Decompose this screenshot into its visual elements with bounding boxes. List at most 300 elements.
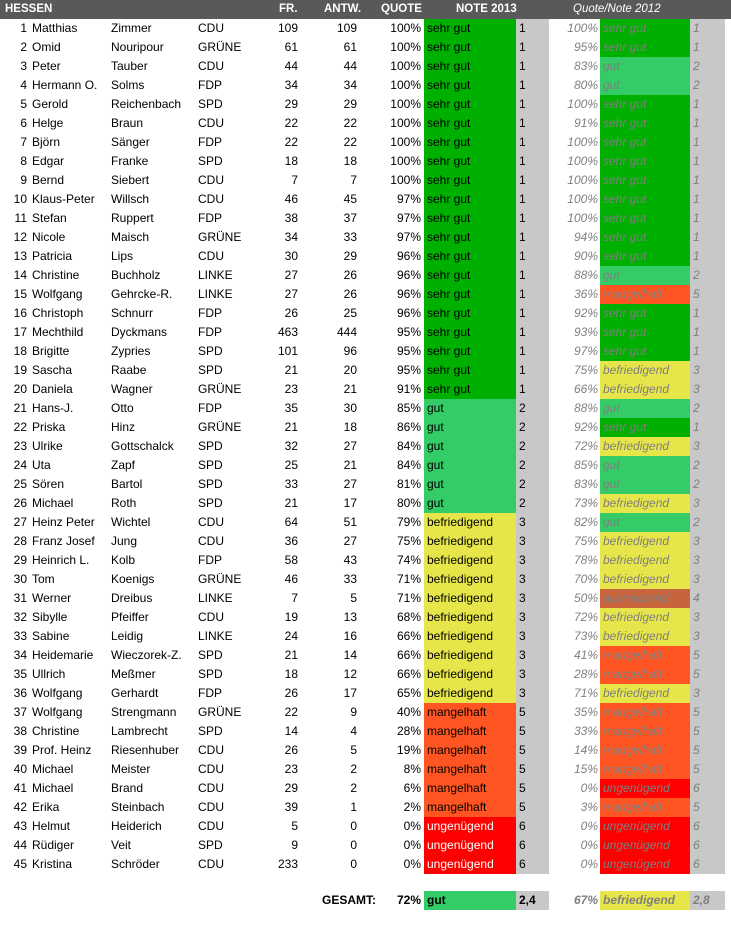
grade-2012: befriedigend xyxy=(600,361,690,380)
quote-2012: 75% xyxy=(573,534,598,548)
questions-count: 32 xyxy=(284,439,298,453)
quote-2012: 0% xyxy=(580,781,598,795)
note-2013: 1 xyxy=(516,171,549,190)
grade-2013: sehr gut xyxy=(424,247,516,266)
answers-count: 26 xyxy=(343,287,357,301)
answers-count: 1 xyxy=(350,800,357,814)
grade-2013: sehr gut xyxy=(424,342,516,361)
grade-2012: befriedigend xyxy=(600,437,690,456)
note-2013: 1 xyxy=(516,190,549,209)
answers-count: 44 xyxy=(343,59,357,73)
questions-count: 30 xyxy=(284,249,298,263)
grade-2012: gut xyxy=(600,513,690,532)
party: LINKE xyxy=(198,268,233,282)
answer-quote: 74% xyxy=(396,553,421,567)
party: FDP xyxy=(198,135,222,149)
table-row xyxy=(0,589,731,608)
grade-2013: ungenügend xyxy=(424,855,516,874)
table-row xyxy=(0,76,731,95)
answers-count: 17 xyxy=(343,496,357,510)
answer-quote: 97% xyxy=(396,230,421,244)
grade-2012: sehr gut xyxy=(600,114,690,133)
row-number: 39 xyxy=(13,743,27,757)
first-name: Mechthild xyxy=(32,325,84,339)
answers-count: 0 xyxy=(350,857,357,871)
first-name: Kristina xyxy=(32,857,73,871)
questions-count: 61 xyxy=(284,40,298,54)
total-quote-2012: 67% xyxy=(573,893,598,907)
last-name: Lambrecht xyxy=(111,724,168,738)
quote-2012: 83% xyxy=(573,59,598,73)
first-name: Sibylle xyxy=(32,610,68,624)
note-2013: 1 xyxy=(516,361,549,380)
note-2013: 1 xyxy=(516,266,549,285)
party: CDU xyxy=(198,21,224,35)
table-row xyxy=(0,627,731,646)
quote-2012: 71% xyxy=(573,686,598,700)
quote-2012: 66% xyxy=(573,382,598,396)
answers-count: 27 xyxy=(343,439,357,453)
party: CDU xyxy=(198,762,224,776)
note-2013: 2 xyxy=(516,399,549,418)
party: CDU xyxy=(198,534,224,548)
questions-count: 463 xyxy=(277,325,298,339)
grade-2013: befriedigend xyxy=(424,608,516,627)
note-2013: 2 xyxy=(516,494,549,513)
last-name: Heiderich xyxy=(111,819,162,833)
party: SPD xyxy=(198,648,223,662)
last-name: Pfeiffer xyxy=(111,610,149,624)
note-2013: 3 xyxy=(516,646,549,665)
note-2012: 1 xyxy=(690,342,725,361)
note-2012: 5 xyxy=(690,665,725,684)
note-2012: 1 xyxy=(690,114,725,133)
last-name: Reichenbach xyxy=(111,97,182,111)
answer-quote: 100% xyxy=(390,40,421,54)
row-number: 38 xyxy=(13,724,27,738)
note-2012: 1 xyxy=(690,171,725,190)
grade-2012: befriedigend xyxy=(600,627,690,646)
last-name: Franke xyxy=(111,154,149,168)
answers-count: 29 xyxy=(343,97,357,111)
quote-2012: 97% xyxy=(573,344,598,358)
first-name: Stefan xyxy=(32,211,67,225)
note-2012: 3 xyxy=(690,551,725,570)
grade-2013: sehr gut xyxy=(424,133,516,152)
questions-count: 36 xyxy=(284,534,298,548)
grade-2012: sehr gut xyxy=(600,304,690,323)
row-number: 14 xyxy=(13,268,27,282)
answer-quote: 66% xyxy=(396,629,421,643)
grade-2013: sehr gut xyxy=(424,285,516,304)
answers-count: 61 xyxy=(343,40,357,54)
note-2013: 1 xyxy=(516,323,549,342)
grade-2012: sehr gut xyxy=(600,247,690,266)
row-number: 20 xyxy=(13,382,27,396)
last-name: Zimmer xyxy=(111,21,152,35)
party: CDU xyxy=(198,116,224,130)
grade-2012: sehr gut xyxy=(600,95,690,114)
row-number: 29 xyxy=(13,553,27,567)
row-number: 32 xyxy=(13,610,27,624)
note-2013: 1 xyxy=(516,19,549,38)
row-number: 1 xyxy=(20,21,27,35)
note-2012: 5 xyxy=(690,285,725,304)
quote-2012: 100% xyxy=(567,211,598,225)
last-name: Zapf xyxy=(111,458,136,472)
answers-count: 20 xyxy=(343,363,357,377)
table-row xyxy=(0,855,731,874)
first-name: Omid xyxy=(32,40,61,54)
row-number: 19 xyxy=(13,363,27,377)
party: CDU xyxy=(198,192,224,206)
last-name: Otto xyxy=(111,401,134,415)
first-name: Heinz Peter xyxy=(32,515,95,529)
questions-count: 21 xyxy=(284,363,298,377)
last-name: Wichtel xyxy=(111,515,151,529)
note-2013: 3 xyxy=(516,684,549,703)
answer-quote: 71% xyxy=(396,591,421,605)
grade-2013: sehr gut xyxy=(424,323,516,342)
grade-2012: sehr gut xyxy=(600,38,690,57)
table-row xyxy=(0,266,731,285)
answer-quote: 66% xyxy=(396,667,421,681)
questions-count: 29 xyxy=(284,97,298,111)
quote-2012: 93% xyxy=(573,325,598,339)
answers-count: 9 xyxy=(350,705,357,719)
answers-count: 4 xyxy=(350,724,357,738)
grade-2013: gut xyxy=(424,494,516,513)
note-2012: 2 xyxy=(690,399,725,418)
answers-count: 14 xyxy=(343,648,357,662)
first-name: Wolfgang xyxy=(32,686,83,700)
grade-2012: sehr gut xyxy=(600,228,690,247)
answers-count: 16 xyxy=(343,629,357,643)
note-2013: 1 xyxy=(516,114,549,133)
table-row xyxy=(0,342,731,361)
note-2013: 1 xyxy=(516,380,549,399)
first-name: Erika xyxy=(32,800,60,814)
answer-quote: 8% xyxy=(403,762,421,776)
grade-2013: gut xyxy=(424,399,516,418)
grade-2013: mangelhaft xyxy=(424,741,516,760)
grade-2013: sehr gut xyxy=(424,190,516,209)
quote-2012: 92% xyxy=(573,306,598,320)
party: CDU xyxy=(198,249,224,263)
answer-quote: 86% xyxy=(396,420,421,434)
header-quote-note-2012: Quote/Note 2012 xyxy=(573,3,661,15)
table-row xyxy=(0,779,731,798)
table-row xyxy=(0,570,731,589)
grade-2012: befriedigend xyxy=(600,570,690,589)
note-2012: 3 xyxy=(690,608,725,627)
answer-quote: 80% xyxy=(396,496,421,510)
answer-quote: 79% xyxy=(396,515,421,529)
party: LINKE xyxy=(198,629,233,643)
answers-count: 51 xyxy=(343,515,357,529)
answer-quote: 68% xyxy=(396,610,421,624)
first-name: Christine xyxy=(32,268,80,282)
grade-2012: mangelhaft xyxy=(600,741,690,760)
grade-2012: sehr gut xyxy=(600,418,690,437)
row-number: 18 xyxy=(13,344,27,358)
answers-count: 33 xyxy=(343,572,357,586)
party: FDP xyxy=(198,686,222,700)
table-row xyxy=(0,57,731,76)
answers-count: 109 xyxy=(336,21,357,35)
note-2012: 1 xyxy=(690,418,725,437)
questions-count: 64 xyxy=(284,515,298,529)
grade-2012: sehr gut xyxy=(600,323,690,342)
last-name: Hinz xyxy=(111,420,136,434)
grade-2013: mangelhaft xyxy=(424,760,516,779)
table-row xyxy=(0,836,731,855)
row-number: 27 xyxy=(13,515,27,529)
grade-2012: sehr gut xyxy=(600,133,690,152)
questions-count: 34 xyxy=(284,230,298,244)
table-row xyxy=(0,285,731,304)
last-name: Leidig xyxy=(111,629,144,643)
grade-2013: gut xyxy=(424,418,516,437)
last-name: Wagner xyxy=(111,382,153,396)
quote-2012: 90% xyxy=(573,249,598,263)
note-2013: 1 xyxy=(516,38,549,57)
grade-2012: mangelhaft xyxy=(600,798,690,817)
note-2012: 1 xyxy=(690,95,725,114)
note-2012: 1 xyxy=(690,304,725,323)
grade-2013: befriedigend xyxy=(424,665,516,684)
quote-2012: 100% xyxy=(567,173,598,187)
first-name: Patricia xyxy=(32,249,73,263)
row-number: 24 xyxy=(13,458,27,472)
note-2013: 5 xyxy=(516,722,549,741)
answer-quote: 96% xyxy=(396,268,421,282)
first-name: Helmut xyxy=(32,819,71,833)
note-2013: 3 xyxy=(516,608,549,627)
grade-2012: ungenügend xyxy=(600,779,690,798)
quote-2012: 78% xyxy=(573,553,598,567)
table-row xyxy=(0,38,731,57)
quote-2012: 3% xyxy=(580,800,598,814)
grade-2012: befriedigend xyxy=(600,380,690,399)
note-2013: 5 xyxy=(516,760,549,779)
note-2012: 6 xyxy=(690,779,725,798)
answer-quote: 100% xyxy=(390,154,421,168)
note-2013: 3 xyxy=(516,570,549,589)
quote-2012: 100% xyxy=(567,21,598,35)
first-name: Sören xyxy=(32,477,65,491)
note-2012: 1 xyxy=(690,152,725,171)
row-number: 5 xyxy=(20,97,27,111)
first-name: Klaus-Peter xyxy=(32,192,95,206)
questions-count: 5 xyxy=(291,819,298,833)
answers-count: 33 xyxy=(343,230,357,244)
grade-2013: befriedigend xyxy=(424,684,516,703)
party: GRÜNE xyxy=(198,572,242,586)
note-2013: 3 xyxy=(516,532,549,551)
answer-quote: 95% xyxy=(396,344,421,358)
grade-2013: sehr gut xyxy=(424,380,516,399)
row-number: 8 xyxy=(20,154,27,168)
answers-count: 30 xyxy=(343,401,357,415)
questions-count: 46 xyxy=(284,572,298,586)
questions-count: 22 xyxy=(284,705,298,719)
answer-quote: 100% xyxy=(390,21,421,35)
header-note-2013: NOTE 2013 xyxy=(456,3,517,15)
quote-2012: 100% xyxy=(567,135,598,149)
table-row xyxy=(0,475,731,494)
table-row xyxy=(0,114,731,133)
questions-count: 21 xyxy=(284,420,298,434)
note-2012: 4 xyxy=(690,589,725,608)
grade-2012: gut xyxy=(600,57,690,76)
answers-count: 22 xyxy=(343,135,357,149)
note-2012: 2 xyxy=(690,456,725,475)
party: SPD xyxy=(198,97,223,111)
quote-2012: 75% xyxy=(573,363,598,377)
questions-count: 27 xyxy=(284,268,298,282)
grade-2012: mangelhaft xyxy=(600,285,690,304)
quote-2012: 100% xyxy=(567,192,598,206)
note-2012: 6 xyxy=(690,817,725,836)
party: GRÜNE xyxy=(198,420,242,434)
note-2013: 1 xyxy=(516,228,549,247)
note-2013: 1 xyxy=(516,304,549,323)
row-number: 40 xyxy=(13,762,27,776)
grade-2013: befriedigend xyxy=(424,627,516,646)
first-name: Michael xyxy=(32,496,74,510)
first-name: Christoph xyxy=(32,306,84,320)
quote-2012: 94% xyxy=(573,230,598,244)
questions-count: 34 xyxy=(284,78,298,92)
answer-quote: 66% xyxy=(396,648,421,662)
note-2012: 3 xyxy=(690,627,725,646)
party: SPD xyxy=(198,724,223,738)
note-2012: 3 xyxy=(690,570,725,589)
first-name: Hans-J. xyxy=(32,401,74,415)
party: LINKE xyxy=(198,591,233,605)
note-2013: 1 xyxy=(516,285,549,304)
quote-2012: 73% xyxy=(573,629,598,643)
last-name: Wieczorek-Z. xyxy=(111,648,182,662)
questions-count: 19 xyxy=(284,610,298,624)
answer-quote: 0% xyxy=(403,857,421,871)
answer-quote: 85% xyxy=(396,401,421,415)
table-row xyxy=(0,703,731,722)
row-number: 7 xyxy=(20,135,27,149)
note-2012: 3 xyxy=(690,437,725,456)
table-row xyxy=(0,152,731,171)
grade-2012: sehr gut xyxy=(600,19,690,38)
questions-count: 26 xyxy=(284,743,298,757)
questions-count: 18 xyxy=(284,154,298,168)
quote-2012: 33% xyxy=(573,724,598,738)
party: SPD xyxy=(198,439,223,453)
note-2012: 2 xyxy=(690,266,725,285)
answers-count: 25 xyxy=(343,306,357,320)
table-row xyxy=(0,684,731,703)
first-name: Peter xyxy=(32,59,61,73)
note-2012: 6 xyxy=(690,836,725,855)
answer-quote: 19% xyxy=(396,743,421,757)
grade-2013: befriedigend xyxy=(424,551,516,570)
table-row xyxy=(0,190,731,209)
grade-2012: mangelhaft xyxy=(600,646,690,665)
note-2013: 1 xyxy=(516,57,549,76)
note-2013: 3 xyxy=(516,627,549,646)
questions-count: 233 xyxy=(277,857,298,871)
first-name: Daniela xyxy=(32,382,73,396)
row-number: 15 xyxy=(13,287,27,301)
answers-count: 27 xyxy=(343,534,357,548)
last-name: Riesenhuber xyxy=(111,743,180,757)
first-name: Hermann O. xyxy=(32,78,98,92)
answer-quote: 65% xyxy=(396,686,421,700)
row-number: 33 xyxy=(13,629,27,643)
answers-count: 2 xyxy=(350,762,357,776)
first-name: Prof. Heinz xyxy=(32,743,92,757)
answer-quote: 95% xyxy=(396,363,421,377)
row-number: 6 xyxy=(20,116,27,130)
party: SPD xyxy=(198,477,223,491)
party: GRÜNE xyxy=(198,705,242,719)
grade-2012: ungenügend xyxy=(600,836,690,855)
table-row xyxy=(0,760,731,779)
answers-count: 5 xyxy=(350,591,357,605)
questions-count: 46 xyxy=(284,192,298,206)
last-name: Willsch xyxy=(111,192,149,206)
first-name: Gerold xyxy=(32,97,69,111)
answers-count: 17 xyxy=(343,686,357,700)
answers-count: 444 xyxy=(336,325,357,339)
answers-count: 5 xyxy=(350,743,357,757)
note-2012: 5 xyxy=(690,703,725,722)
answers-count: 18 xyxy=(343,420,357,434)
quote-2012: 82% xyxy=(573,515,598,529)
questions-count: 38 xyxy=(284,211,298,225)
last-name: Lips xyxy=(111,249,134,263)
answers-count: 21 xyxy=(343,382,357,396)
quote-2012: 73% xyxy=(573,496,598,510)
note-2013: 2 xyxy=(516,437,549,456)
answers-count: 45 xyxy=(343,192,357,206)
first-name: Heinrich L. xyxy=(32,553,90,567)
grade-2013: befriedigend xyxy=(424,646,516,665)
questions-count: 35 xyxy=(284,401,298,415)
note-2013: 5 xyxy=(516,798,549,817)
quote-2012: 88% xyxy=(573,401,598,415)
questions-count: 44 xyxy=(284,59,298,73)
party: CDU xyxy=(198,800,224,814)
grade-2013: ungenügend xyxy=(424,817,516,836)
quote-2012: 100% xyxy=(567,154,598,168)
last-name: Roth xyxy=(111,496,137,510)
answers-count: 37 xyxy=(343,211,357,225)
grade-2012: gut xyxy=(600,399,690,418)
answers-count: 21 xyxy=(343,458,357,472)
table-row xyxy=(0,456,731,475)
note-2013: 1 xyxy=(516,152,549,171)
answer-quote: 71% xyxy=(396,572,421,586)
last-name: Maisch xyxy=(111,230,150,244)
last-name: Raabe xyxy=(111,363,147,377)
header-fr: FR. xyxy=(279,3,298,15)
table-row xyxy=(0,817,731,836)
party: FDP xyxy=(198,401,222,415)
first-name: Sascha xyxy=(32,363,73,377)
row-number: 16 xyxy=(13,306,27,320)
note-2013: 2 xyxy=(516,418,549,437)
